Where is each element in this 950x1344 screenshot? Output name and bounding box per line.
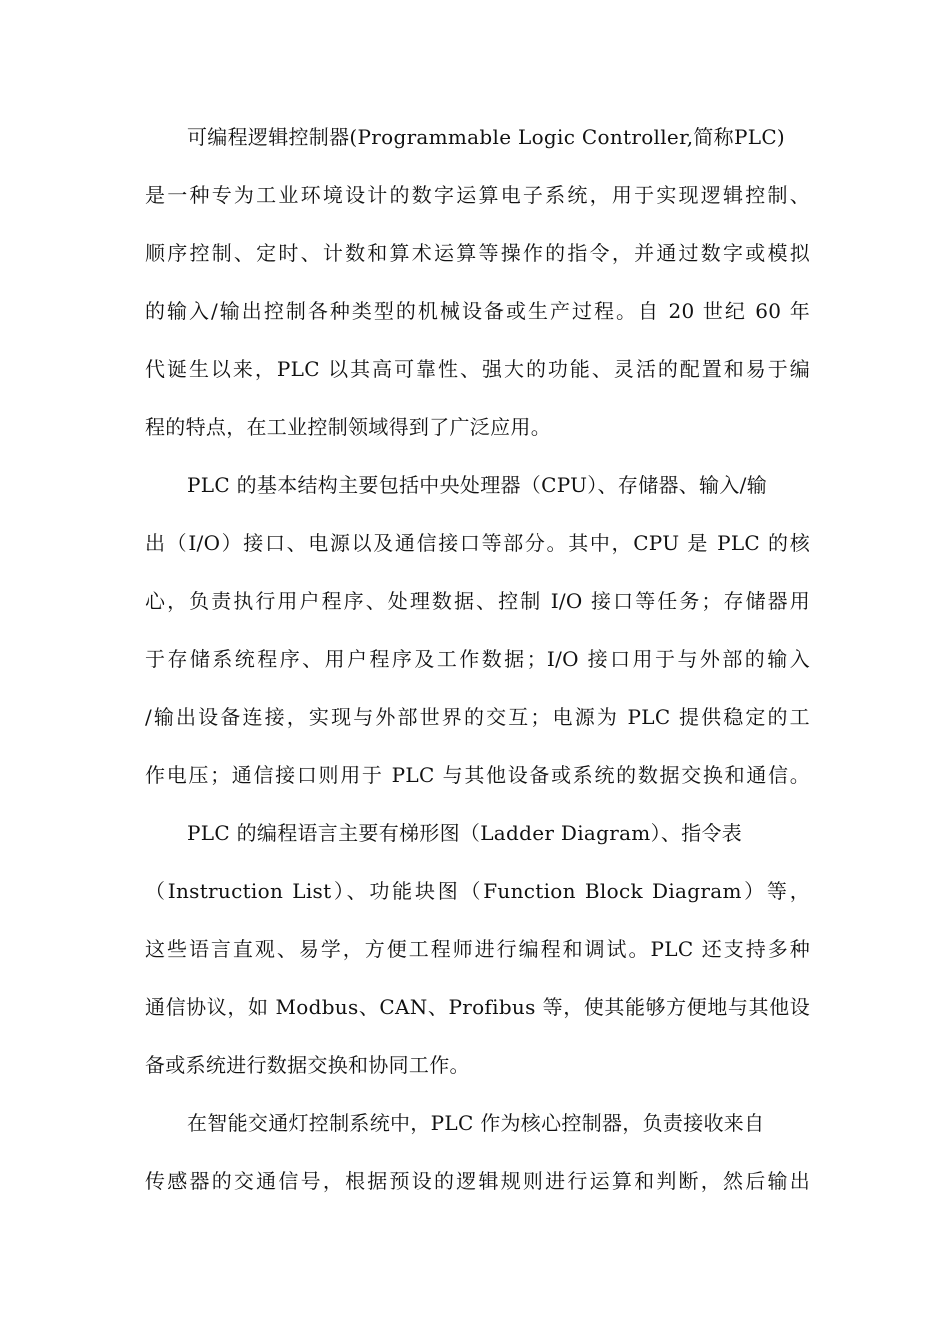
paragraph-1-line-5: 代诞生以来，PLC 以其高可靠性、强大的功能、灵活的配置和易于编	[145, 357, 810, 381]
paragraph-4-line-2: 传感器的交通信号，根据预设的逻辑规则进行运算和判断，然后输出	[145, 1169, 810, 1193]
paragraph-2-line-4: 于存储系统程序、用户程序及工作数据；I/O 接口用于与外部的输入	[145, 647, 810, 671]
paragraph-3-line-2: （Instruction List）、功能块图（Function Block Diagram）等，	[145, 879, 810, 903]
paragraph-1-line-2: 是一种专为工业环境设计的数字运算电子系统，用于实现逻辑控制、	[145, 183, 810, 207]
paragraph-1-line-6: 程的特点，在工业控制领域得到了广泛应用。	[145, 415, 551, 439]
paragraph-3-line-3: 这些语言直观、易学，方便工程师进行编程和调试。PLC 还支持多种	[145, 937, 810, 961]
paragraph-4-line-1: 在智能交通灯控制系统中，PLC 作为核心控制器，负责接收来自	[187, 1111, 765, 1135]
paragraph-2-line-1: PLC 的基本结构主要包括中央处理器（CPU）、存储器、输入/输	[187, 473, 767, 497]
paragraph-2-line-5: /输出设备连接，实现与外部世界的交互；电源为 PLC 提供稳定的工	[145, 705, 810, 729]
paragraph-1-line-3: 顺序控制、定时、计数和算术运算等操作的指令，并通过数字或模拟	[145, 241, 810, 265]
paragraph-3-line-5: 备或系统进行数据交换和协同工作。	[145, 1053, 470, 1077]
paragraph-2-line-6: 作电压；通信接口则用于 PLC 与其他设备或系统的数据交换和通信。	[145, 763, 810, 787]
paragraph-3-line-1: PLC 的编程语言主要有梯形图（Ladder Diagram）、指令表	[187, 821, 743, 845]
document-body	[145, 108, 810, 1210]
paragraph-3-line-4: 通信协议，如 Modbus、CAN、Profibus 等，使其能够方便地与其他设	[145, 995, 810, 1019]
paragraph-1-line-4: 的输入/输出控制各种类型的机械设备或生产过程。自 20 世纪 60 年	[145, 299, 810, 323]
paragraph-2-line-2: 出（I/O）接口、电源以及通信接口等部分。其中，CPU 是 PLC 的核	[145, 531, 810, 555]
paragraph-2-line-3: 心，负责执行用户程序、处理数据、控制 I/O 接口等任务；存储器用	[145, 589, 810, 613]
paragraph-1-line-1: 可编程逻辑控制器(Programmable Logic Controller,简称PLC)	[187, 125, 786, 149]
